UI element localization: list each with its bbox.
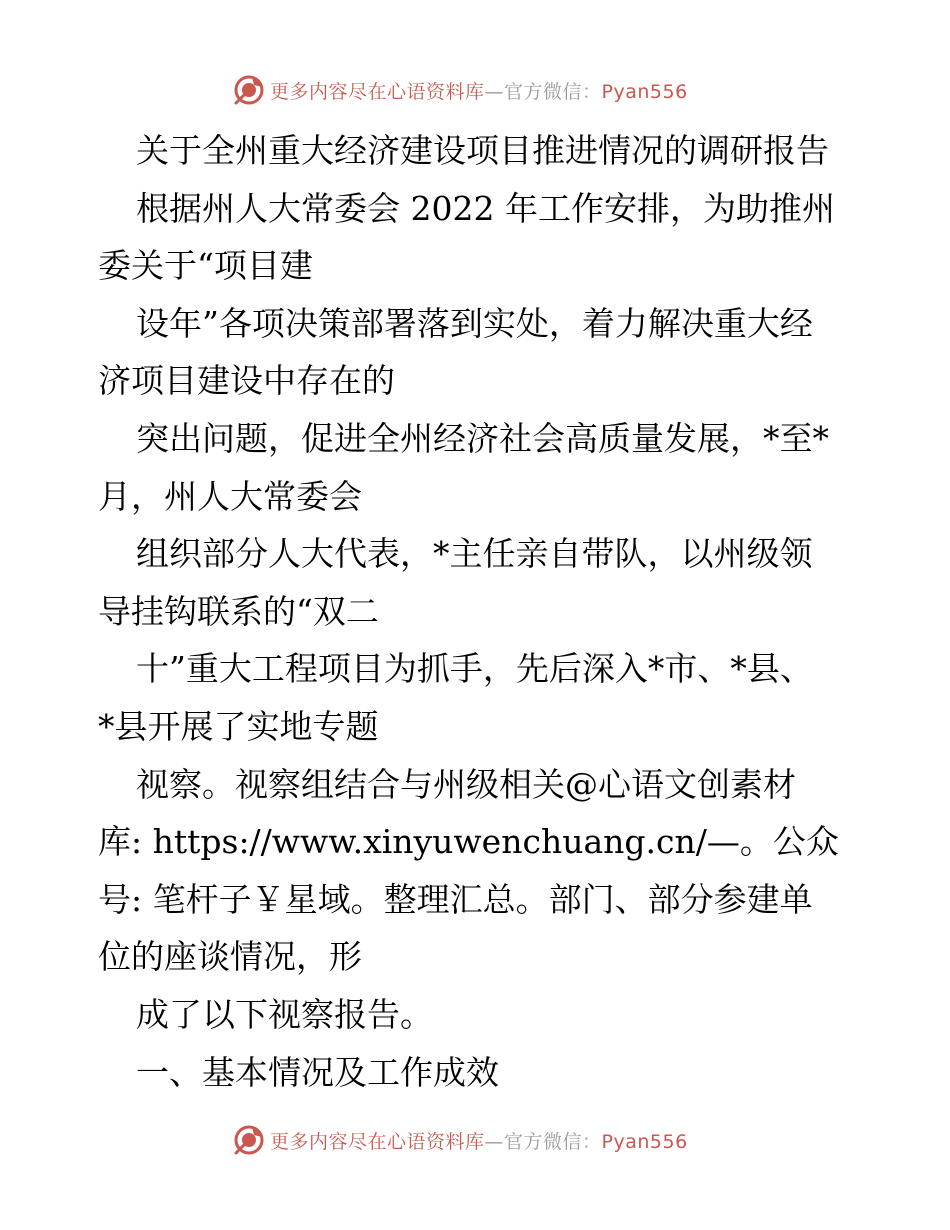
watermark-brand: 更多内容尽在心语资料库 <box>270 80 485 103</box>
document-body <box>98 122 868 1101</box>
feather-pen-seal-icon <box>232 73 266 107</box>
document-title: 关于全州重大经济建设项目推进情况的调研报告 <box>136 131 829 170</box>
watermark-wechat-id: Pyan556 <box>601 1130 688 1153</box>
header-watermark <box>232 72 732 108</box>
paragraph-line: *县开展了实地专题 <box>98 706 379 746</box>
watermark-label: 官方微信： <box>504 1130 602 1153</box>
paragraph-line: 委关于“项目建 <box>98 246 313 286</box>
section-heading: 一、基本情况及工作成效 <box>136 1052 499 1092</box>
watermark-separator: — <box>484 1130 505 1153</box>
paragraph-line: 位的座谈情况，形 <box>98 937 362 977</box>
paragraph-line: 突出问题，促进全州经济社会高质量发展，*至* <box>136 418 829 458</box>
paragraph-line: 组织部分人大代表，*主任亲自带队，以州级领 <box>136 534 813 574</box>
paragraph-line: 库: https://www.xinyuwenchuang.cn/—。公众 <box>98 822 839 862</box>
watermark-brand: 更多内容尽在心语资料库 <box>270 1130 485 1153</box>
paragraph-line: 设年”各项决策部署落到实处，着力解决重大经 <box>136 303 813 343</box>
paragraph-line: 视察。视察组结合与州级相关@心语文创素材 <box>136 764 796 804</box>
watermark-text <box>270 1127 688 1154</box>
paragraph-line: 月，州人大常委会 <box>98 476 362 516</box>
footer-watermark <box>232 1122 732 1158</box>
feather-pen-seal-icon <box>232 1123 266 1157</box>
paragraph-line: 成了以下视察报告。 <box>136 994 433 1034</box>
paragraph-line: 十”重大工程项目为抓手，先后深入*市、*县、 <box>136 649 813 689</box>
paragraph-line: 号: 笔杆子￥星域。整理汇总。部门、部分参建单 <box>98 879 813 919</box>
paragraph-line: 导挂钩联系的“双二 <box>98 591 379 631</box>
watermark-text <box>270 77 688 104</box>
paragraph-line: 济项目建设中存在的 <box>98 361 395 401</box>
paragraph-line: 根据州人大常委会 2022 年工作安排，为助推州 <box>136 188 835 228</box>
watermark-label: 官方微信： <box>504 80 602 103</box>
watermark-wechat-id: Pyan556 <box>601 80 688 103</box>
watermark-separator: — <box>484 80 505 103</box>
